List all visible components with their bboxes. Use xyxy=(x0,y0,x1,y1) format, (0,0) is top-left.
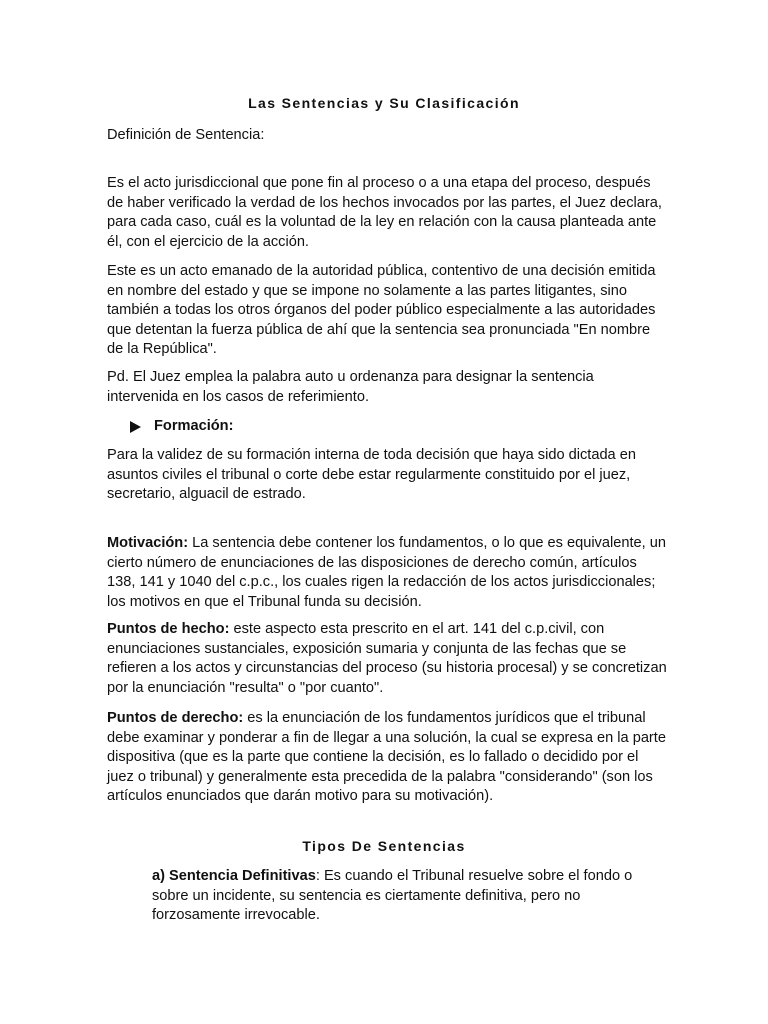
motivacion-text: La sentencia debe contener los fundamentos, o lo que es equivalente, un cierto número de enunciaciones de las disposiciones de derecho común, artículos 138, 141 y 1040 del c.p.c., los cuales rigen la redacción de los actos jurisdiccionales; los motivos en que el Tribunal funda su decisión. xyxy=(107,535,666,610)
sentencia-definitiva-text: : Es cuando el Tribunal resuelve sobre el fondo o sobre un incidente, su sentencia es ciertamente definitiva, pero no forzosamente irrevocable. xyxy=(152,868,633,923)
sentencia-definitiva-paragraph xyxy=(152,867,672,926)
puntos-hecho-text: este aspecto esta prescrito en el art. 141 del c.p.civil, con enunciaciones sustanciales, exposición sumaria y conjunta de las fechas que se refieren a los actos y circunstancias del proceso (su historia procesal) y se concretizan por la enunciación "resulta" o "por cuanto". xyxy=(107,621,667,696)
puntos-derecho-label: Puntos de derecho: xyxy=(107,710,244,726)
document-title: Las Sentencias y Su Clasificación xyxy=(248,95,520,111)
definition-paragraph: Es el acto jurisdiccional que pone fin al proceso o a una etapa del proceso, después de haber verificado la verdad de los hechos invocados por las partes, el Juez declara, para cada caso, cuál es la voluntad de la ley en relación con la causa planteada ante él, con el ejercicio de la acción. xyxy=(107,175,662,250)
tipos-title: Tipos De Sentencias xyxy=(302,838,466,854)
puntos-derecho-text: es la enunciación de los fundamentos jurídicos que el tribunal debe examinar y ponderar a fin de llegar a una solución, la cual se expresa en la parte dispositiva (que es la parte que contiene la decisión, es lo fallado o decidido por el juez o tribunal) y generalmente esta precedida de la palabra "considerando" (son los artículos enunciados que darán motivo para su motivación). xyxy=(107,710,666,804)
puntos-hecho-paragraph xyxy=(107,620,667,698)
puntos-derecho-paragraph xyxy=(107,709,667,807)
formacion-heading-row xyxy=(130,417,233,437)
puntos-hecho-label: Puntos de hecho: xyxy=(107,621,230,637)
definition-heading: Definición de Sentencia: xyxy=(107,127,265,143)
formacion-paragraph: Para la validez de su formación interna de toda decisión que haya sido dictada en asuntos civiles el tribunal o corte debe estar regularmente constituido por el juez, secretario, alguacil de estrado. xyxy=(107,447,636,502)
sentencia-definitiva-label: a) Sentencia Definitivas xyxy=(152,868,316,884)
authority-paragraph: Este es un acto emanado de la autoridad pública, contentivo de una decisión emitida en nombre del estado y que se impone no solamente a las partes litigantes, sino también a todas los otros órganos del poder público especialmente a las autoridades que detentan la fuerza pública de ahí que la sentencia sea pronunciada "En nombre de la República". xyxy=(107,263,656,357)
motivacion-paragraph xyxy=(107,534,667,612)
note-paragraph: Pd. El Juez emplea la palabra auto u ordenanza para designar la sentencia intervenida en los casos de referimiento. xyxy=(107,369,594,405)
formacion-heading: Formación: xyxy=(154,418,234,434)
motivacion-label: Motivación: xyxy=(107,535,189,551)
triangle-bullet-icon xyxy=(130,421,141,433)
